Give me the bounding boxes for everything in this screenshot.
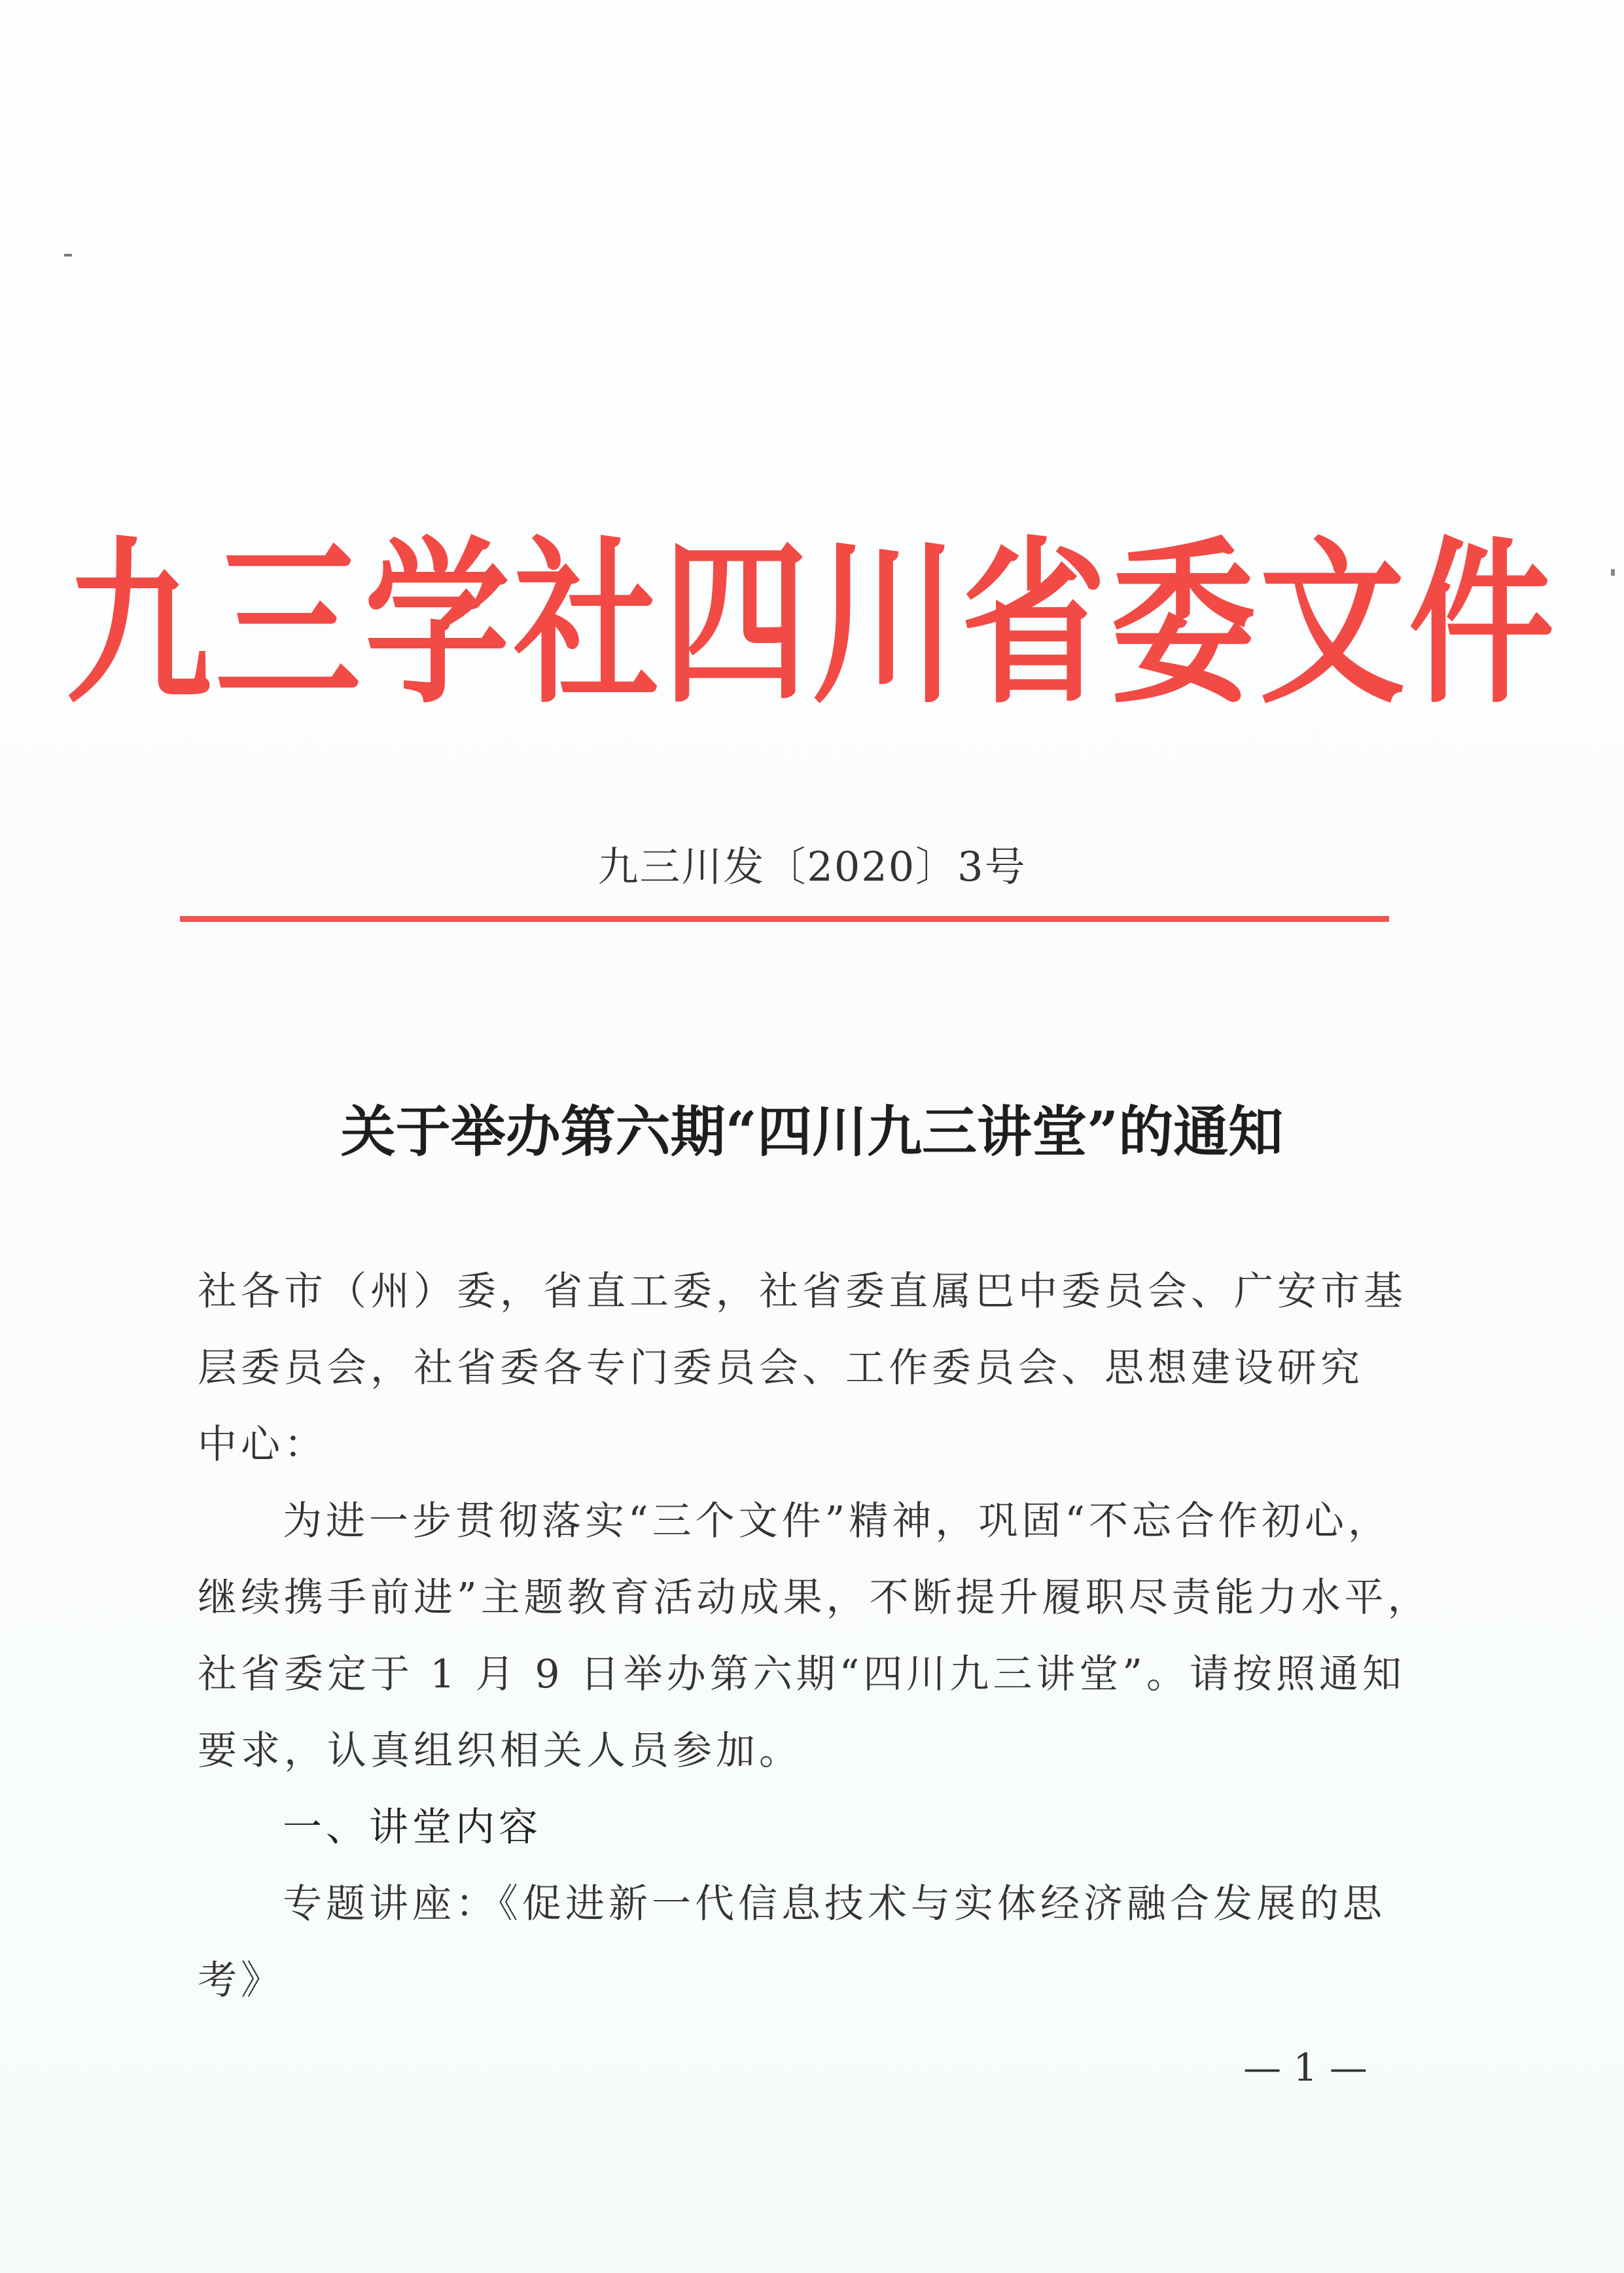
body-line-10: 考》 — [198, 1958, 284, 2003]
notice-title: 关于举办第六期“四川九三讲堂”的通知 — [340, 1099, 1284, 1164]
body-line-4: 为进一步贯彻落实“三个文件”精神，巩固“不忘合作初心， — [283, 1498, 1392, 1544]
body-line-3: 中心： — [198, 1422, 327, 1468]
body-line-2: 层委员会，社省委各专门委员会、工作委员会、思想建设研究 — [198, 1345, 1364, 1391]
document-number: 九三川发〔2020〕3号 — [597, 843, 1027, 890]
body-line-7: 要求，认真组织相关人员参加。 — [198, 1728, 802, 1774]
page-number: — 1 — — [1243, 2045, 1368, 2090]
body-line-6: 社省委定于 1 月 9 日举办第六期“四川九三讲堂”。请按照通知 — [198, 1651, 1405, 1697]
red-header-rule — [180, 916, 1389, 922]
body-line-1: 社各市（州）委，省直工委，社省委直属巴中委员会、广安市基 — [198, 1269, 1407, 1314]
body-line-5: 继续携手前进”主题教育活动成果，不断提升履职尽责能力水平， — [198, 1575, 1431, 1621]
body-line-9: 专题讲座：《促进新一代信息技术与实体经济融合发展的思 — [283, 1881, 1386, 1927]
document-header-title: 九三学社四川省委文件 — [66, 521, 1558, 728]
scan-speck — [64, 254, 72, 256]
section-heading-1: 一、讲堂内容 — [283, 1805, 542, 1850]
